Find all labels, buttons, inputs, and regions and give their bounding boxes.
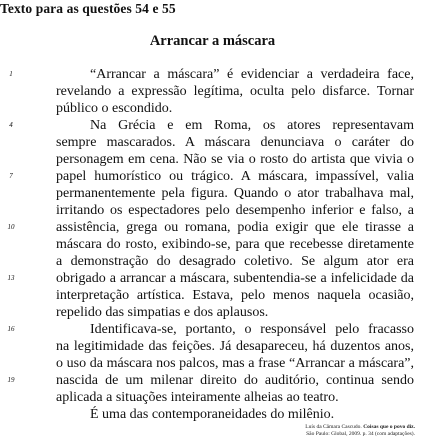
text-line: papel humorístico ou trágico. A máscara, impassível, valia bbox=[56, 169, 414, 184]
source-author: Luís da Câmara Cascudo. bbox=[305, 424, 362, 430]
line-number: 10 bbox=[7, 223, 15, 231]
text-line: sempre mascarados. A máscara denunciava o caráter do bbox=[56, 135, 414, 150]
text-line: público o escondido. bbox=[56, 101, 173, 116]
line-number: 13 bbox=[7, 274, 15, 282]
text-line: máscara do rosto, exibindo-se, para que recebesse diretamente bbox=[56, 237, 414, 252]
text-line: irritando os espectadores pelo desempenho inferior e falso, a bbox=[56, 203, 414, 218]
text-line: interpretação artística. Estava, pelo menos naquela ocasião, bbox=[56, 288, 414, 303]
questions-header: Texto para as questões 54 e 55 bbox=[0, 1, 176, 16]
source-line-1 bbox=[305, 424, 415, 431]
line-number: 1 bbox=[9, 70, 13, 78]
text-line: revelando a expressão legítima, oculta pelo disfarce. Tornar bbox=[56, 84, 414, 99]
text-line: É uma das contemporaneidades do milênio. bbox=[90, 407, 335, 422]
text-line: nascida de um milenar direito do auditório, continua sendo bbox=[56, 373, 414, 388]
text-line: obrigado a arrancar a máscara, subentendia-se a infelicidade da bbox=[56, 271, 414, 286]
text-line: repelido das simpatias e dos aplausos. bbox=[56, 305, 269, 320]
text-line: assistência, grega ou romana, podia exigir que ele tirasse a bbox=[56, 220, 414, 235]
line-number: 7 bbox=[9, 172, 13, 180]
text-line: na legitimidade das feições. Já desapareceu, há duzentos anos, bbox=[56, 339, 414, 354]
text-line: personagem em cena. Não se via o rosto do artista que vivia o bbox=[56, 152, 414, 167]
source-citation bbox=[305, 424, 415, 438]
line-number: 4 bbox=[9, 121, 13, 129]
text-line: aplicada a situações inteiramente alheias ao teatro. bbox=[56, 390, 339, 405]
text-line: a demonstração do desagrado coletivo. Se algum ator era bbox=[56, 254, 414, 269]
line-number: 19 bbox=[7, 376, 15, 384]
text-line: “Arrancar a máscara” é evidenciar a verdadeira face, bbox=[90, 67, 414, 82]
text-line: Identificava-se, portanto, o responsável pelo fracasso bbox=[90, 322, 414, 337]
text-line: o uso da máscara nos palcos, mas a frase “Arrancar a máscara”, bbox=[56, 356, 414, 371]
text-line: permanentemente pela figura. Quando o ator trabalhava mal, bbox=[56, 186, 414, 201]
source-book: Coisas que o povo diz. bbox=[363, 424, 415, 430]
line-number: 16 bbox=[7, 325, 15, 333]
text-title: Arrancar a máscara bbox=[149, 33, 276, 49]
source-details: São Paulo: Global, 2009. p. 34 (com adaptações). bbox=[306, 431, 415, 437]
text-line: Na Grécia e em Roma, os atores representavam bbox=[90, 118, 414, 133]
